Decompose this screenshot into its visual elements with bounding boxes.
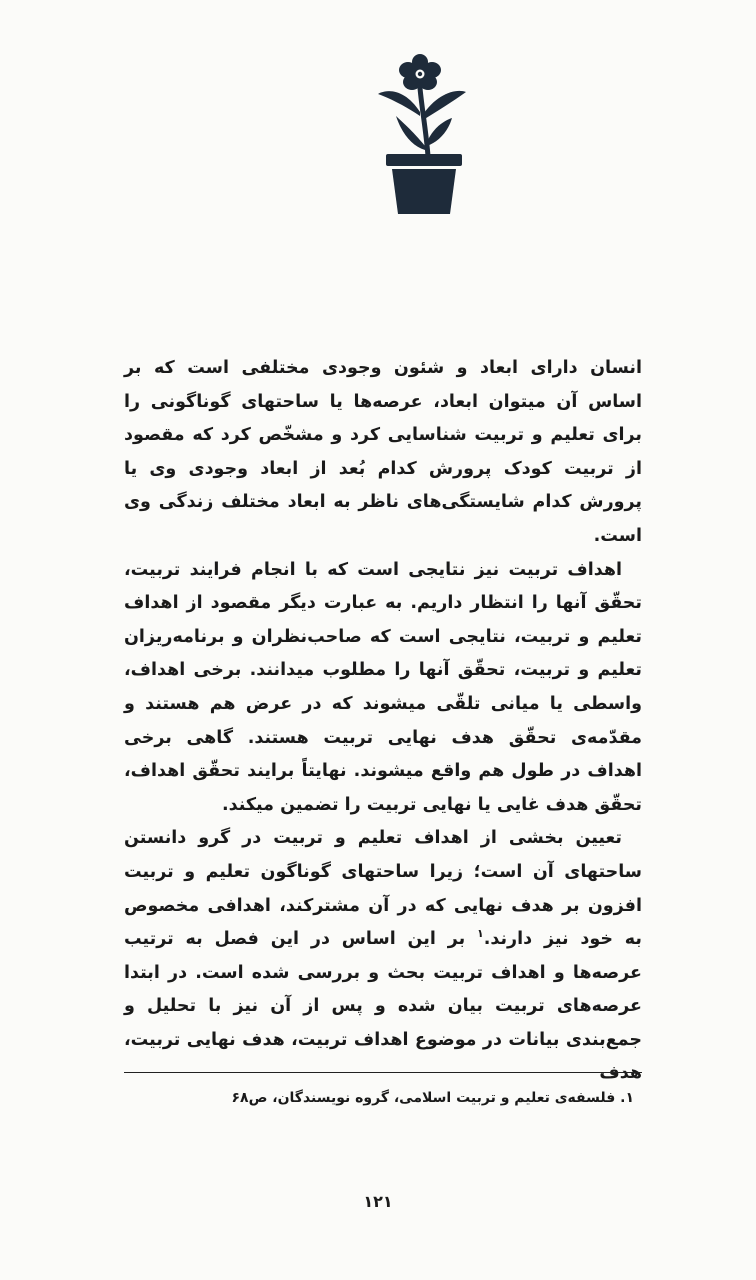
paragraph-1: انسان دارای ابعاد و شئون وجودی مختلفی است که بر اساس آن میتوان ابعاد، عرصه‌ها یا ساحتهای گوناگونی را برای تعلیم و تربیت شناسایی کرد و مشخّص کرد که مقصود از تربیت کودک پرورش کدام بُعد از ابعاد وجودی وی یا پرورش کدام شایستگی‌های ناظر به ابعاد مختلف زندگی وی است. [124, 358, 642, 546]
footnote-divider [124, 1072, 642, 1073]
page-number: ۱۲۱ [363, 1192, 393, 1211]
main-text [124, 352, 642, 1091]
paragraph-2: اهداف تربیت نیز نتایجی است که با انجام فرایند تربیت، تحقّق آنها را انتظار داریم. به عبارت دیگر مقصود از اهداف تعلیم و تربیت، نتایجی است که صاحب‌نظران و برنامه‌ریزان تعلیم و تربیت، تحقّق آنها را مطلوب میدانند. برخی اهداف، واسطی یا میانی تلقّی میشوند که در عرض هم هستند و مقدّمه‌ی تحقّق هدف نهایی تربیت هستند. گاهی برخی اهداف در طول هم واقع میشوند. نهایتاً برایند تحقّق اهداف، تحقّق هدف غایی یا نهایی تربیت را تضمین میکند. [124, 559, 642, 815]
paragraph-3-start: تعیین بخشی از اهداف تعلیم و تربیت در گرو دانستن ساحتهای آن است؛ زیرا ساحتهای گوناگون تعلیم و تربیت افزون بر هدف نهایی که در آن مشترکند، اهدافی مخصوص به خود نیز دارند. [124, 828, 642, 950]
paragraph-3 [124, 822, 642, 1091]
footnote-reference[interactable]: ۱ [477, 927, 484, 941]
potted-flower-icon [370, 50, 470, 220]
footnote: ۱. فلسفه‌ی تعلیم و تربیت اسلامی، گروه نویسندگان، ص۶۸ [231, 1090, 634, 1106]
paragraph-3-rest: بر این اساس در این فصل به ترتیب عرصه‌ها و اهداف تربیت بحث و بررسی شده است. در ابتدا عرصه‌های تربیت بیان شده و پس از آن نیز با تحلیل و جمع‌بندی بیانات در موضوع اهداف تربیت، هدف نهایی تربیت، هدف [124, 929, 642, 1084]
